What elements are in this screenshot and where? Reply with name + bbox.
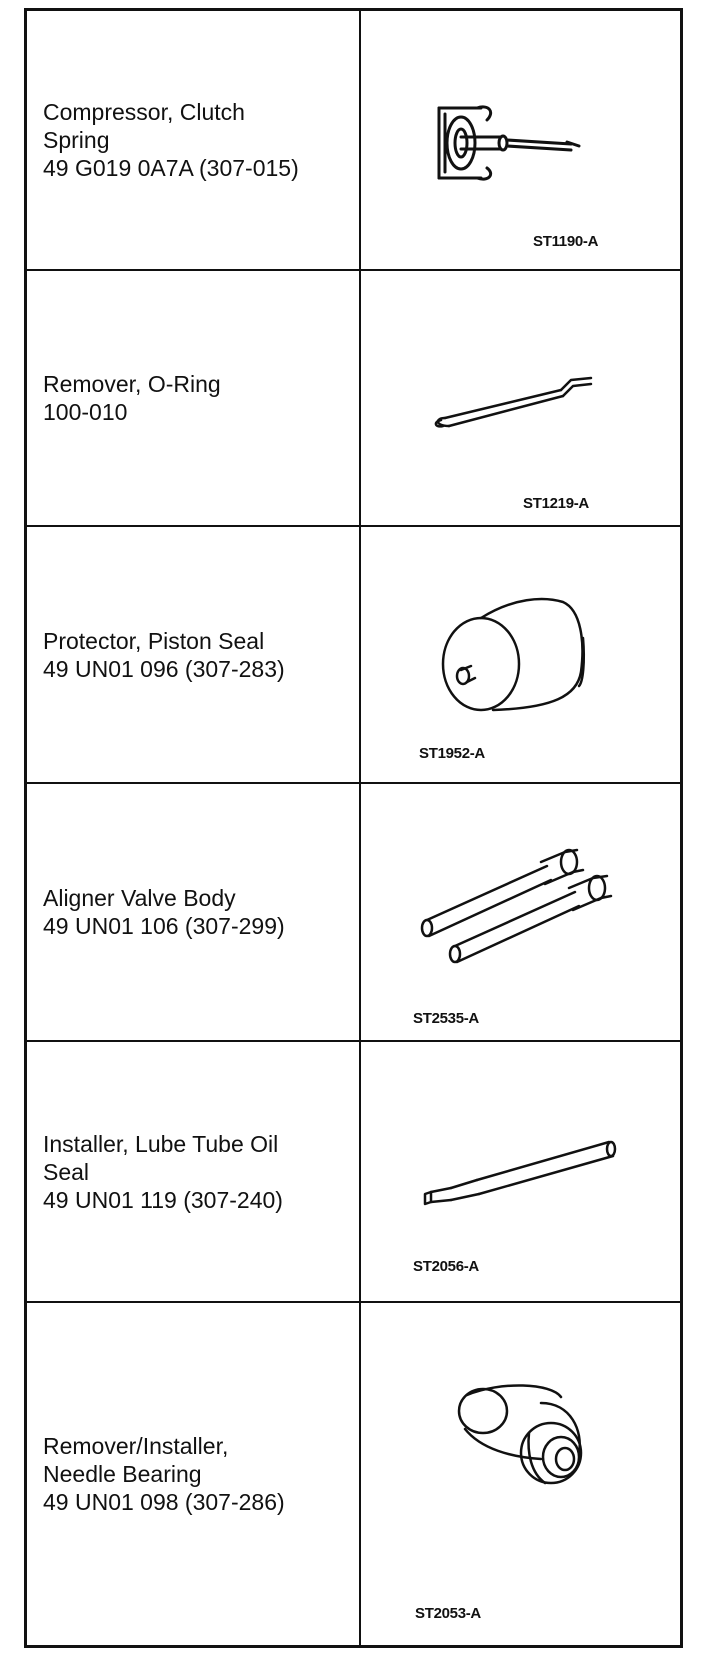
needle-bearing-tool-icon bbox=[441, 1373, 601, 1503]
tool-name: Protector, Piston Seal 49 UN01 096 (307-283) bbox=[43, 627, 285, 682]
piston-seal-protector-icon bbox=[433, 582, 593, 722]
tool-illustration-cell bbox=[361, 11, 680, 269]
table-row bbox=[27, 11, 680, 271]
table-row bbox=[27, 1303, 680, 1645]
tool-name: Installer, Lube Tube Oil Seal 49 UN01 119 (307-240) bbox=[43, 1130, 283, 1213]
table-row bbox=[27, 784, 680, 1042]
table-row bbox=[27, 271, 680, 527]
tool-illustration-cell bbox=[361, 1042, 680, 1301]
tool-name-cell bbox=[27, 527, 361, 782]
table-row bbox=[27, 527, 680, 784]
tool-code: ST2056-A bbox=[413, 1258, 479, 1275]
clutch-spring-compressor-icon bbox=[431, 96, 591, 196]
lube-tube-seal-installer-icon bbox=[417, 1122, 627, 1212]
tool-code: ST2053-A bbox=[415, 1605, 481, 1622]
tool-name: Remover/Installer, Needle Bearing 49 UN01 098 (307-286) bbox=[43, 1433, 285, 1515]
tool-illustration-cell bbox=[361, 271, 680, 525]
tool-name: Aligner Valve Body 49 UN01 106 (307-299) bbox=[43, 885, 285, 939]
o-ring-remover-icon bbox=[431, 366, 601, 436]
tool-name: Remover, O-Ring 100-010 bbox=[43, 371, 221, 425]
valve-body-aligner-icon bbox=[415, 844, 615, 974]
tool-illustration-cell bbox=[361, 784, 680, 1040]
tool-name-cell bbox=[27, 784, 361, 1040]
tool-name-cell bbox=[27, 271, 361, 525]
tool-name-cell bbox=[27, 1042, 361, 1301]
tool-code: ST1190-A bbox=[533, 233, 599, 250]
tool-name-cell bbox=[27, 11, 361, 269]
tool-illustration-cell bbox=[361, 527, 680, 782]
tool-name: Compressor, Clutch Spring 49 G019 0A7A (307-015) bbox=[43, 99, 299, 181]
tool-name-cell bbox=[27, 1303, 361, 1645]
tool-illustration-cell bbox=[361, 1303, 680, 1645]
special-tools-table bbox=[24, 8, 683, 1648]
tool-code: ST2535-A bbox=[413, 1010, 479, 1027]
tool-code: ST1952-A bbox=[419, 745, 485, 762]
tool-code: ST1219-A bbox=[523, 495, 589, 512]
table-row bbox=[27, 1042, 680, 1303]
